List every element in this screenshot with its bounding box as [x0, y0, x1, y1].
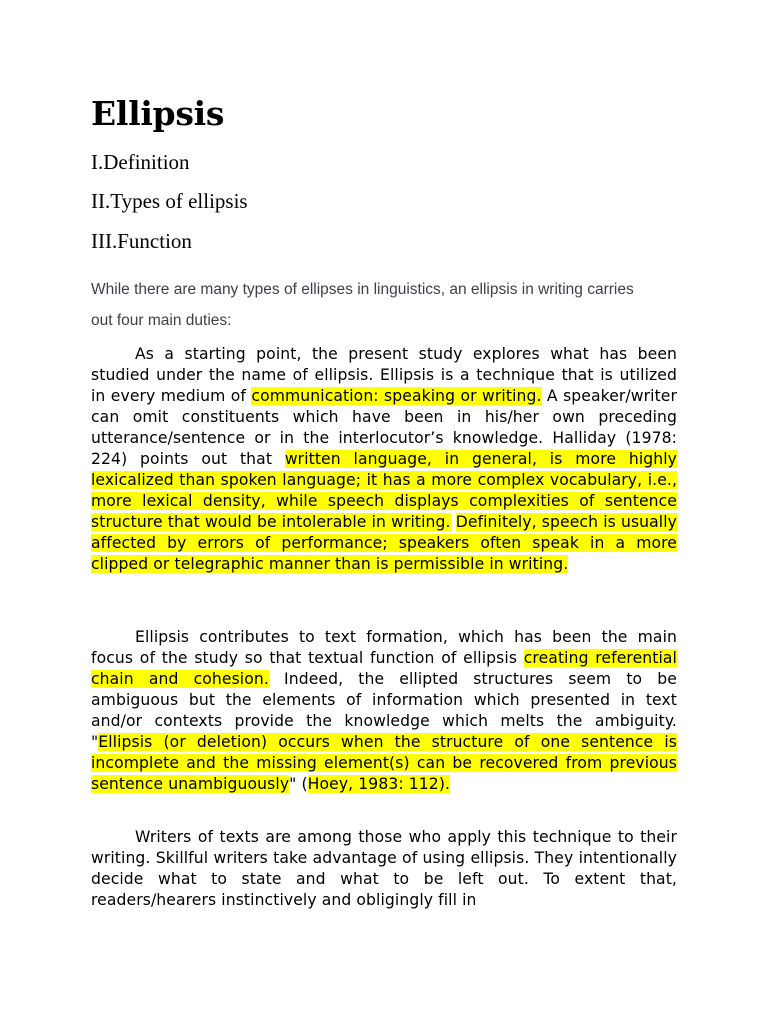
toc-item-types: II.Types of ellipsis: [91, 189, 248, 213]
paragraph-1-text: As a starting point, the present study explores what has been studied under the name of ellipsis. Ellipsis is a technique that is utilized in every medium of: [91, 345, 677, 405]
highlight-speech-performance: Definitely, speech is usually affected by errors of performance; speakers often speak in a more clipped or telegraphic manner than is permissible in writing.: [91, 513, 678, 573]
highlight-lexical-density: more lexical density, while speech displays complexities of sentence structure that would be intolerable in writing.: [91, 492, 677, 531]
paragraph-2-text: Indeed, the ellipted structures seem to be ambiguous but the elements of information which presented in text and/or contexts provide the knowledge which melts the ambiguity. ": [91, 670, 677, 751]
highlight-referential-chain: creating referential chain and cohesion.: [91, 649, 677, 688]
paragraph-1-text: [451, 513, 456, 531]
paragraph-2-text: Ellipsis contributes to text formation, which has been the main focus of the study so that textual function of ellipsis: [91, 628, 677, 667]
paragraph-2-text: " (: [289, 775, 308, 793]
paragraph-3: Writers of texts are among those who apply this technique to their writing. Skillful writers take advantage of using ellipsis. They intentionally decide what to state and what to be left out. To extent that, readers/hearers instinctively and obligingly fill in: [91, 828, 677, 909]
paragraph-2: [91, 627, 677, 795]
paragraph-1-text: A speaker/writer can omit constituents which have been in his/her own preceding utterance/sentence or in the interlocutor’s knowledge. Halliday (1978: 224) points out that: [91, 387, 677, 468]
paragraph-1: [91, 344, 677, 575]
toc-item-function: III.Function: [91, 229, 192, 253]
highlight-communication: communication: speaking or writing.: [251, 387, 542, 405]
toc-item-definition: I.Definition: [91, 150, 190, 174]
document-title: Ellipsis: [91, 94, 225, 133]
highlight-citation: Hoey, 1983: 112).: [307, 775, 451, 793]
intro-text: While there are many types of ellipses in linguistics, an ellipsis in writing carries out four main duties:: [91, 281, 634, 329]
highlight-written-language: written language, in general, is more highly lexicalized than spoken language; it has a more complex vocabulary, i.e.,: [91, 450, 678, 489]
highlight-ellipsis-definition: Ellipsis (or deletion) occurs when the structure of one sentence is incomplete and the missing element(s) can be recovered from previous sentence unambiguously: [91, 733, 677, 793]
